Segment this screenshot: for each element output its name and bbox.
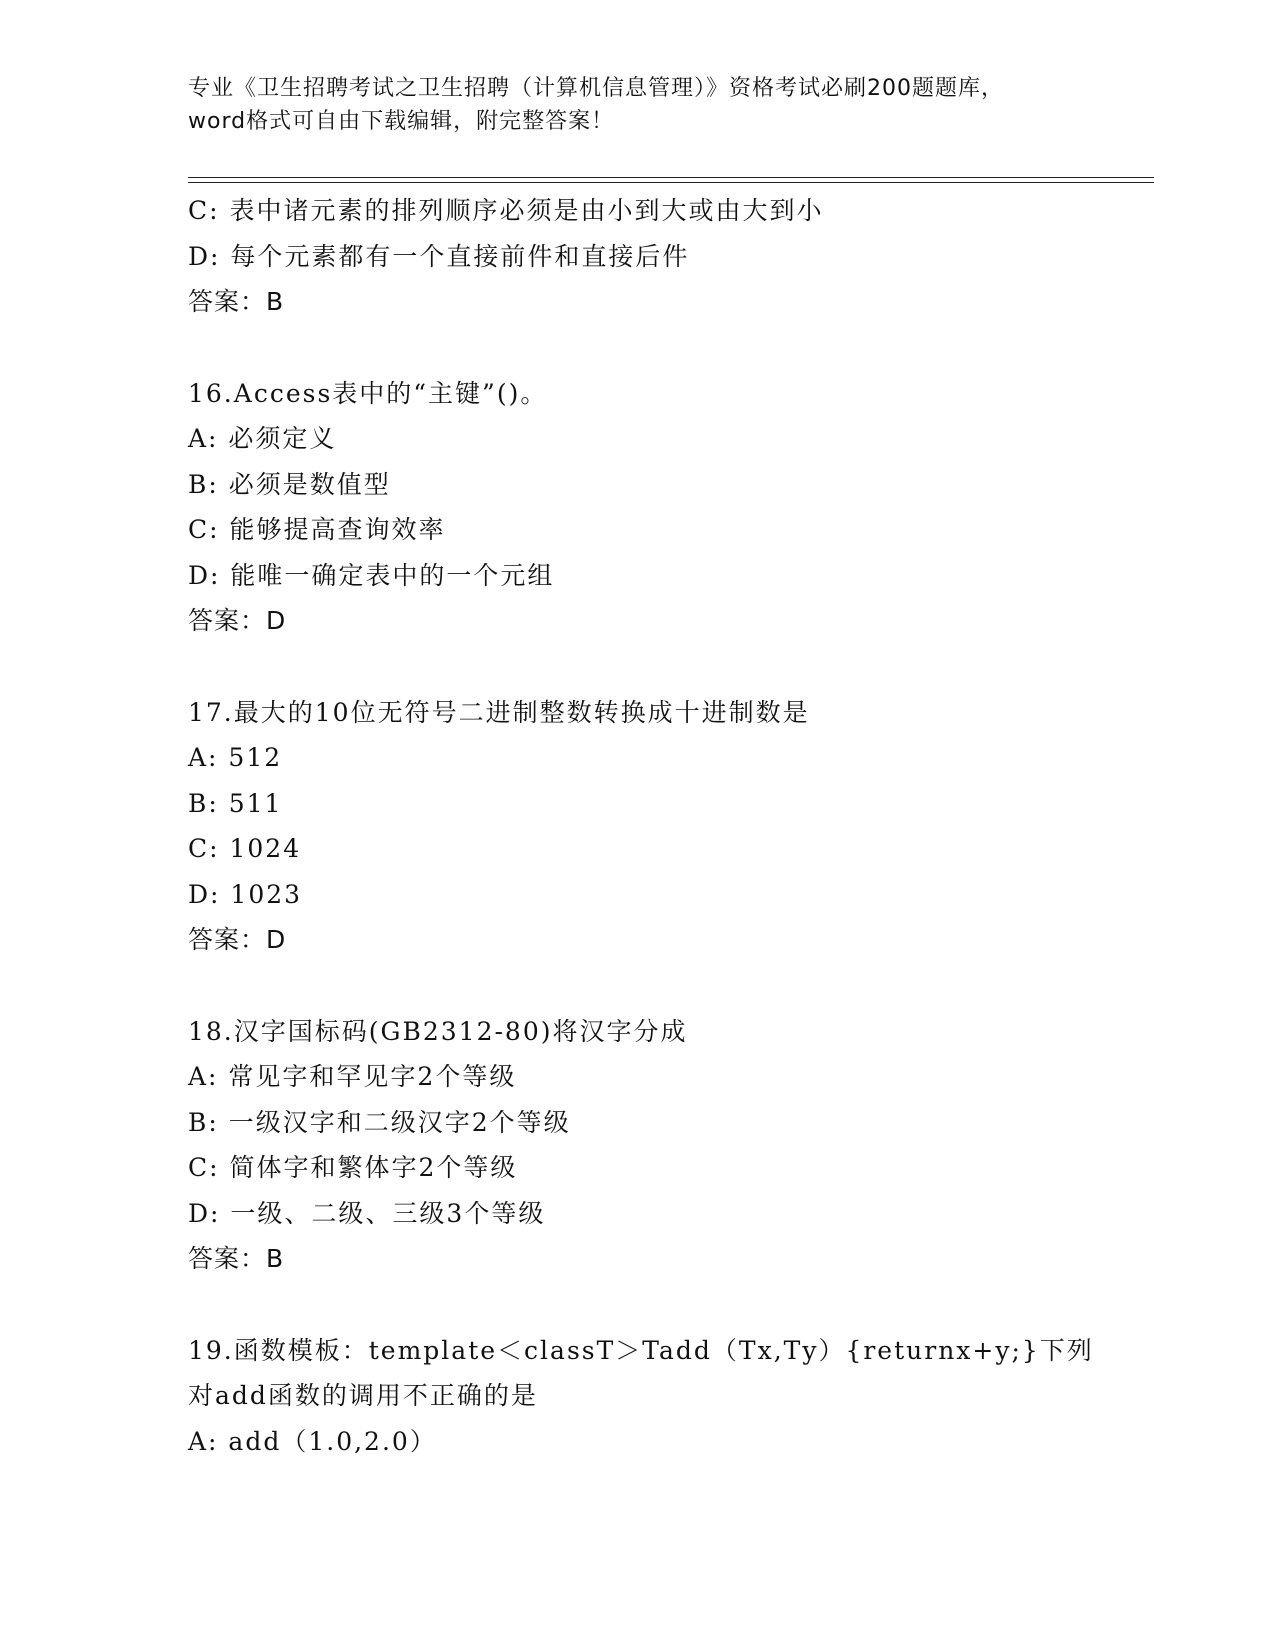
question-stem: 18.汉字国标码(GB2312-80)将汉字分成	[188, 1016, 688, 1046]
option-c: C: 表中诸元素的排列顺序必须是由小到大或由大到小	[188, 196, 824, 225]
option-b: B: 511	[188, 788, 283, 818]
answer-line: 答案：D	[188, 925, 287, 954]
option-b: B: 必须是数值型	[188, 469, 391, 499]
spacer	[188, 644, 1188, 690]
question-stem: 16.Access表中的“主键”()。	[188, 378, 548, 408]
option-d: D: 每个元素都有一个直接前件和直接后件	[188, 241, 690, 271]
question-content	[188, 188, 1188, 1464]
option-a: A: 常见字和罕见字2个等级	[188, 1062, 517, 1091]
answer-line: 答案：B	[188, 287, 285, 316]
option-c: C: 1024	[188, 834, 302, 863]
question-block-16	[188, 371, 1188, 644]
option-d: D: 一级、二级、三级3个等级	[188, 1198, 546, 1228]
question-block-prev	[188, 188, 1188, 325]
option-c: C: 简体字和繁体字2个等级	[188, 1153, 518, 1182]
question-block-18	[188, 1009, 1188, 1282]
document-header	[188, 72, 1088, 138]
question-stem: 17.最大的10位无符号二进制整数转换成十进制数是	[188, 697, 810, 727]
option-d: D: 1023	[188, 879, 303, 909]
option-a: A: 必须定义	[188, 424, 337, 453]
header-title-line-2: word格式可自由下载编辑，附完整答案！	[188, 109, 615, 134]
question-block-19	[188, 1328, 1188, 1465]
spacer	[188, 1282, 1188, 1328]
option-a: A: add（1.0,2.0）	[188, 1426, 437, 1456]
header-divider-bottom	[188, 182, 1154, 183]
answer-line: 答案：D	[188, 606, 287, 635]
spacer	[188, 325, 1188, 371]
question-stem-line-1: 19.函数模板：template＜classT＞Tadd（Tx,Ty）{returnx+y;}下列	[188, 1335, 1094, 1365]
header-divider-top	[188, 177, 1154, 178]
option-b: B: 一级汉字和二级汉字2个等级	[188, 1107, 571, 1137]
question-block-17	[188, 690, 1188, 963]
option-d: D: 能唯一确定表中的一个元组	[188, 560, 555, 590]
spacer	[188, 963, 1188, 1009]
option-a: A: 512	[188, 743, 283, 772]
option-c: C: 能够提高查询效率	[188, 515, 446, 544]
answer-line: 答案：B	[188, 1244, 285, 1273]
question-stem-line-2: 对add函数的调用不正确的是	[188, 1381, 538, 1410]
header-title-line-1: 专业《卫生招聘考试之卫生招聘（计算机信息管理）》资格考试必刷200题题库，	[188, 76, 1004, 101]
